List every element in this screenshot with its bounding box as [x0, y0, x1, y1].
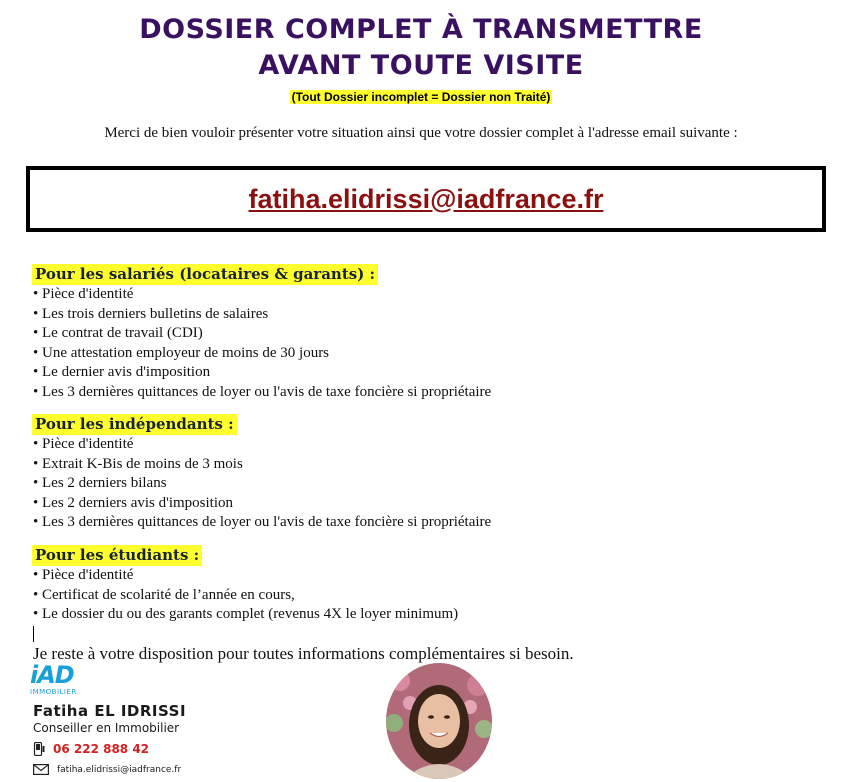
document-title-line-1: DOSSIER COMPLET À TRANSMETTRE — [139, 14, 703, 45]
signature-phone — [33, 742, 149, 756]
avatar-photo — [386, 663, 492, 779]
list-item: • Certificat de scolarité de l’année en cours, — [33, 586, 295, 603]
logo-text: iAD — [30, 661, 74, 689]
list-item: • Les 3 dernières quittances de loyer ou l'avis de taxe foncière si propriétaire — [33, 514, 492, 531]
list-item: • Les 2 derniers avis d'imposition — [33, 494, 234, 511]
list-item: • Le contrat de travail (CDI) — [33, 325, 203, 342]
logo-subtext: IMMOBILIER — [30, 688, 77, 696]
envelope-icon — [33, 764, 49, 775]
section-independants — [33, 414, 491, 533]
document-title-line-2: AVANT TOUTE VISITE — [258, 50, 584, 81]
section-heading: Pour les salariés (locataires & garants) : — [32, 264, 378, 285]
phone-icon — [33, 742, 45, 756]
list-item: • Le dernier avis d'imposition — [33, 364, 211, 381]
intro-text: Merci de bien vouloir présenter votre situation ainsi que votre dossier complet à l'adresse email suivante : — [104, 125, 738, 141]
section-salaries — [33, 264, 491, 403]
subtitle — [0, 88, 842, 106]
iad-logo — [30, 663, 77, 696]
email-box — [26, 166, 826, 232]
signature-email — [33, 764, 181, 775]
signature-role: Conseiller en Immobilier — [33, 721, 180, 735]
text-cursor — [33, 626, 34, 642]
list-item: • Les 3 dernières quittances de loyer ou l'avis de taxe foncière si propriétaire — [33, 383, 492, 400]
section-etudiants — [33, 545, 458, 625]
email-link[interactable]: fatiha.elidrissi@iadfrance.fr — [248, 183, 604, 214]
list-item: • Les 2 derniers bilans — [33, 475, 167, 492]
list-item: • Le dossier du ou des garants complet (revenus 4X le loyer minimum) — [33, 606, 459, 623]
list-item: • Extrait K-Bis de moins de 3 mois — [33, 455, 243, 472]
section-heading: Pour les étudiants : — [32, 545, 202, 566]
subtitle-text: (Tout Dossier incomplet = Dossier non Traité) — [291, 90, 551, 104]
closing-text: Je reste à votre disposition pour toutes informations complémentaires si besoin. — [33, 644, 574, 663]
list-item: • Une attestation employeur de moins de 30 jours — [33, 344, 330, 361]
list-item: • Pièce d'identité — [33, 567, 134, 583]
list-item: • Pièce d'identité — [33, 286, 134, 302]
phone-number[interactable]: 06 222 888 42 — [53, 742, 150, 756]
list-item: • Les trois derniers bulletins de salaires — [33, 305, 269, 322]
signature-name: Fatiha EL IDRISSI — [33, 702, 187, 720]
section-heading: Pour les indépendants : — [32, 414, 237, 435]
list-item: • Pièce d'identité — [33, 436, 134, 452]
signature-email-address[interactable]: fatiha.elidrissi@iadfrance.fr — [57, 764, 182, 775]
